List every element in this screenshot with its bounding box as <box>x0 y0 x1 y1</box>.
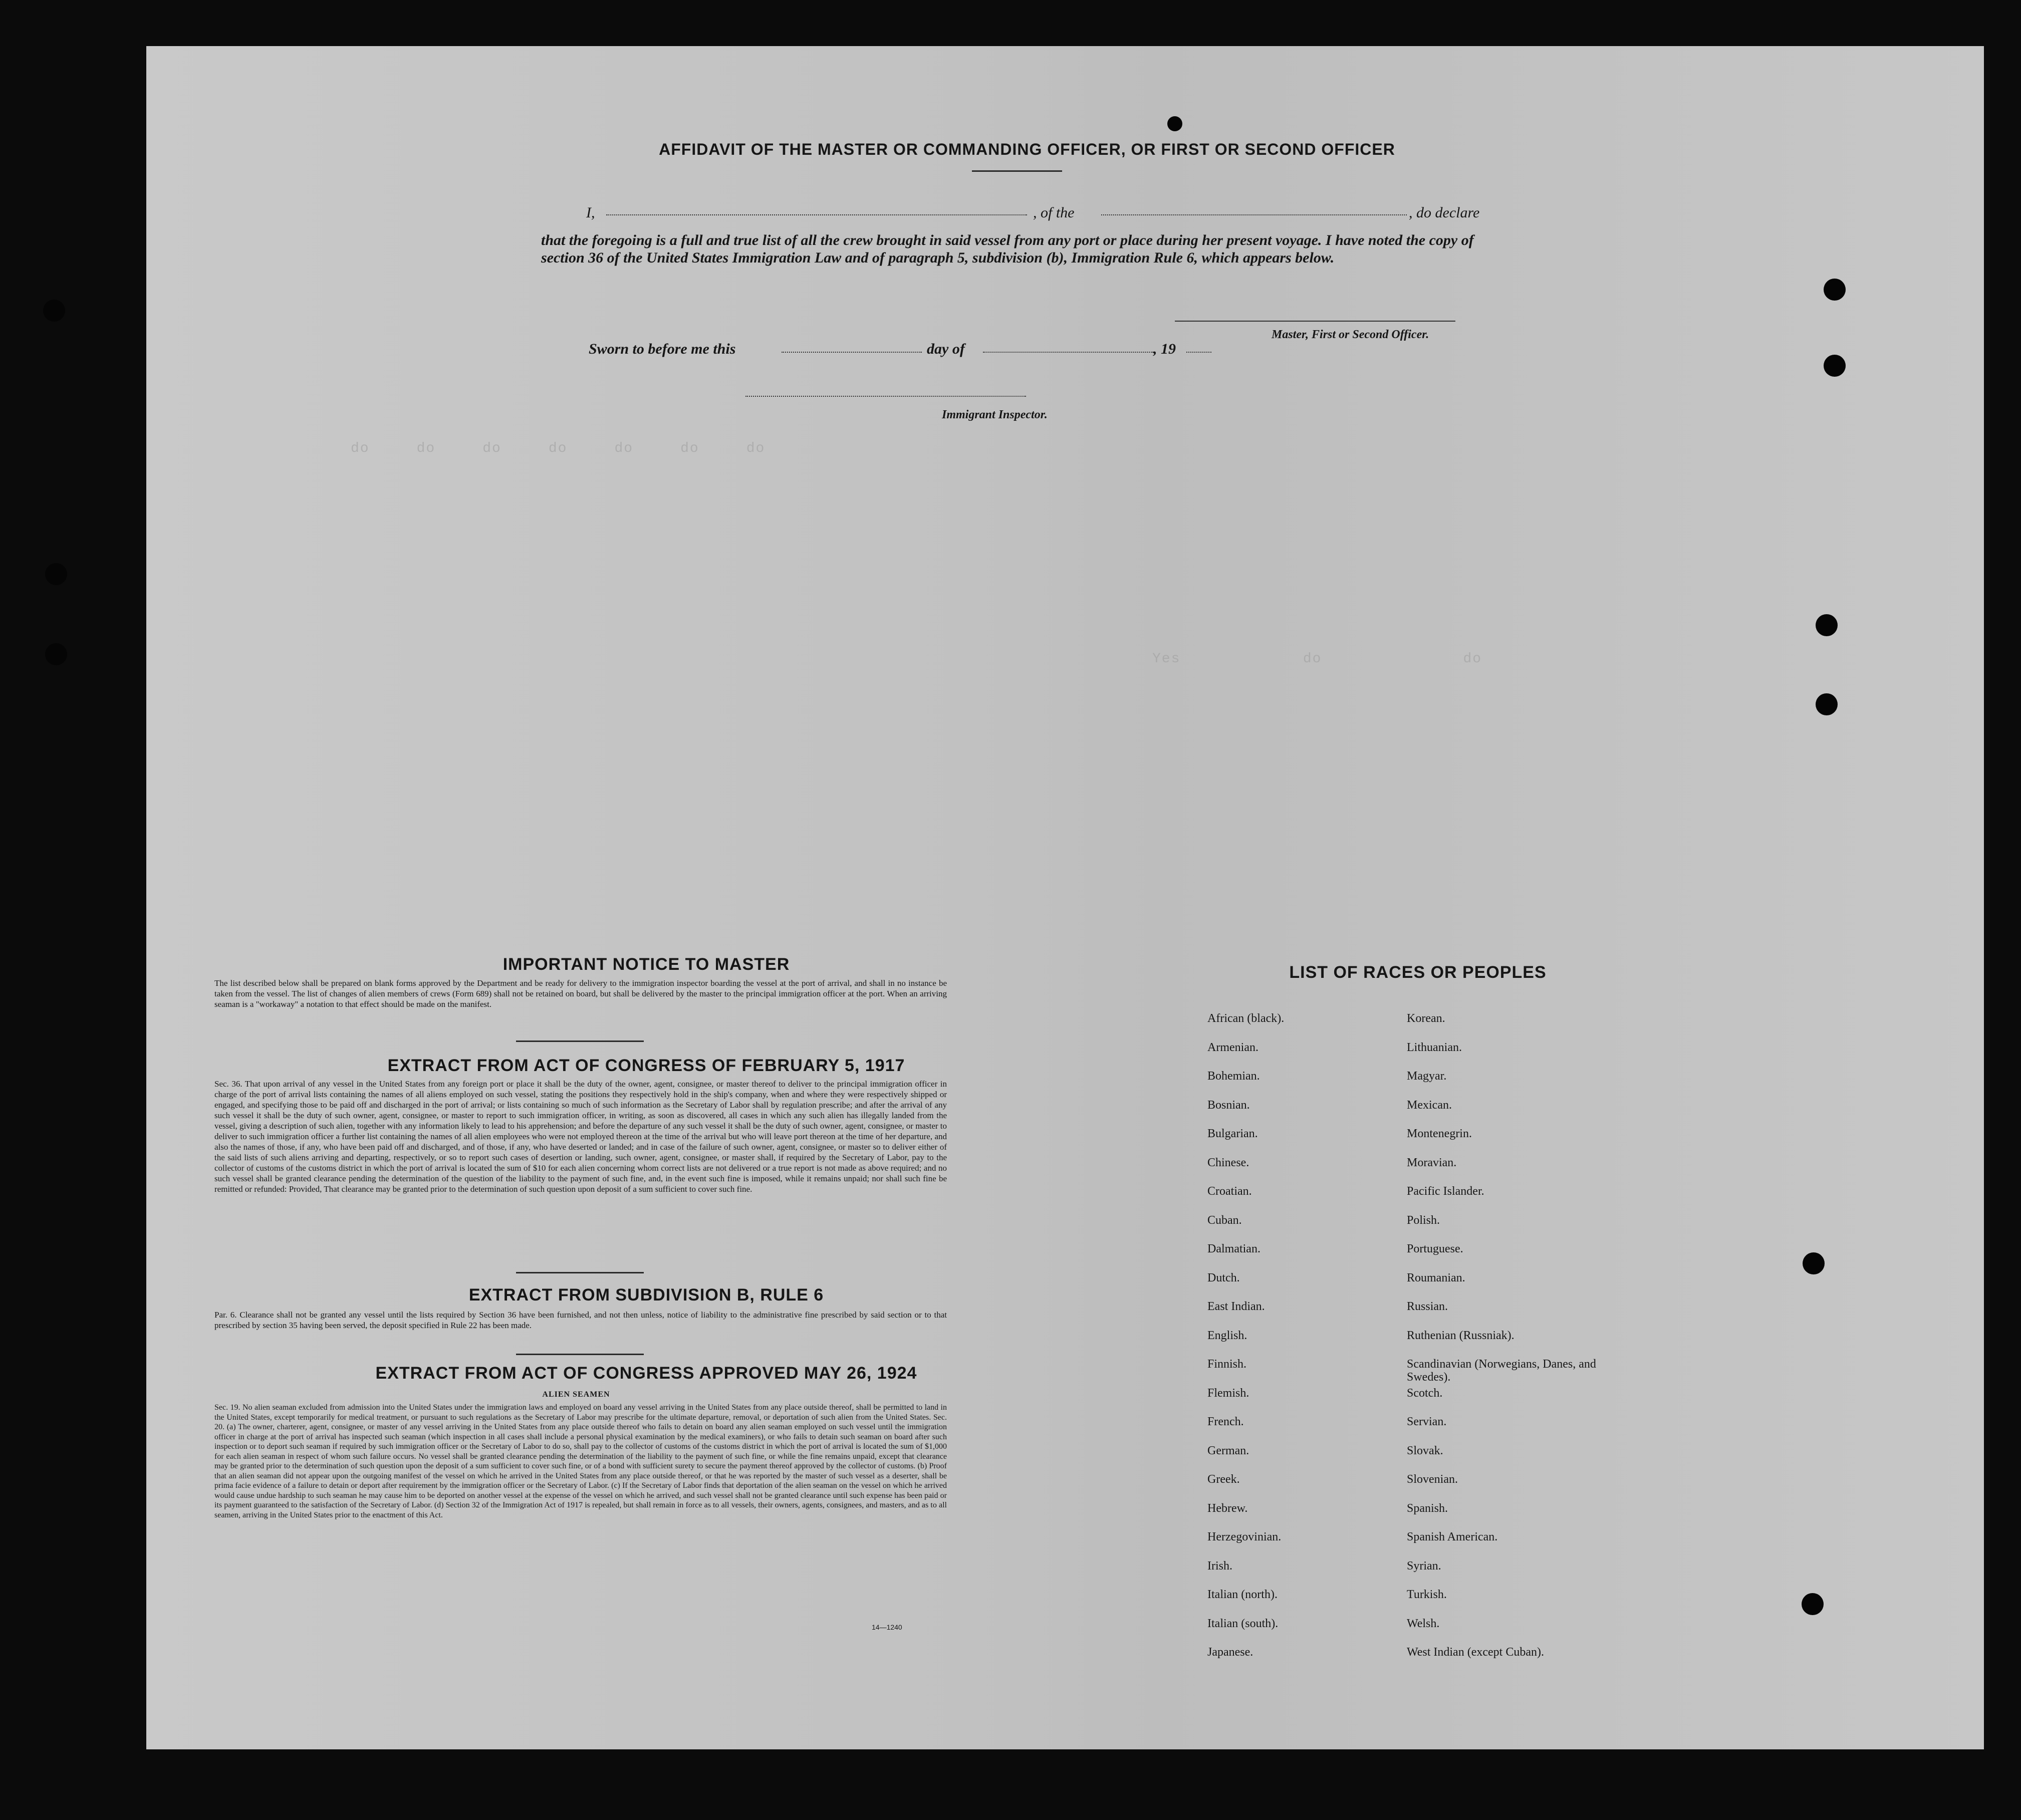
sworn-day-label: day of <box>927 341 965 357</box>
vessel-name-field[interactable] <box>1101 214 1407 215</box>
race-item: Scandinavian (Norwegians, Danes, and Swedes). <box>1407 1358 1596 1384</box>
punch-hole <box>1167 116 1182 131</box>
race-item: Irish. <box>1207 1559 1232 1573</box>
punch-hole <box>1816 614 1838 636</box>
punch-hole <box>1803 1252 1825 1274</box>
race-item: Spanish. <box>1407 1501 1448 1515</box>
race-item: Moravian. <box>1407 1156 1457 1169</box>
race-item: Pacific Islander. <box>1407 1185 1484 1198</box>
race-item: Italian (north). <box>1207 1588 1278 1601</box>
declaration-of-the-label: , of the <box>1033 204 1075 221</box>
race-item: Mexican. <box>1407 1098 1452 1112</box>
form-number: 14—1240 <box>872 1623 902 1631</box>
sworn-prefix: Sworn to before me this <box>589 341 736 357</box>
race-item: Ruthenian (Russniak). <box>1407 1329 1514 1342</box>
race-item: East Indian. <box>1207 1300 1265 1313</box>
race-item: Croatian. <box>1207 1185 1252 1198</box>
affidavit-title: AFFIDAVIT OF THE MASTER OR COMMANDING OFFICER, OR FIRST OR SECOND OFFICER <box>659 140 1395 158</box>
race-item: German. <box>1207 1444 1249 1457</box>
declarant-name-field[interactable] <box>606 214 1027 215</box>
race-item: Scotch. <box>1407 1386 1443 1400</box>
punch-hole <box>1802 1593 1824 1615</box>
race-item: Lithuanian. <box>1407 1041 1462 1054</box>
race-item: Bosnian. <box>1207 1098 1250 1112</box>
notice-body: The list described below shall be prepared on blank forms approved by the Department and be ready for delivery to the immigration inspector boarding the vessel at the port of arrival, and shall in no instance be taken from the vessel. The list of changes of alien members of crews (Form 689) shall not be retained on board, but shall be delivered by the master to the principal immigration officer at the port. When an arriving seaman is a "workaway" a notation to that effect should be made on the manifest. <box>214 978 947 1009</box>
race-item: Magyar. <box>1407 1070 1447 1083</box>
race-item: Russian. <box>1407 1300 1448 1313</box>
race-item: Slovenian. <box>1407 1473 1458 1486</box>
extract-rule6-rule <box>516 1354 644 1355</box>
races-title: LIST OF RACES OR PEOPLES <box>1289 963 1547 982</box>
punch-hole <box>1824 355 1846 377</box>
notice-title: IMPORTANT NOTICE TO MASTER <box>502 955 790 974</box>
declaration-declare-label: , do declare <box>1409 204 1480 221</box>
extract-1917-body: Sec. 36. That upon arrival of any vessel in the United States from any foreign port or place it shall be the duty of the owner, agent, consignee, or master thereof to deliver to the principal immigration officer in charge of the port of arrival lists containing the names of all aliens employed on such vessel, stating the positions they respectively hold in the ship's company, when and where they were respectively shipped or engaged, and specifying those to be paid off and discharged in the port of arrival; or lists containing so much of such information as the Secretary of Labor shall by regulation prescribe; and after the arrival of any such vessel it shall be the duty of such owner, agent, consignee, or master to report to such immigration officer, in writing, as soon as discovered, all cases in which any such alien has illegally landed from the vessel, giving a description of such alien, together with any information likely to lead to his apprehension; and before the departure of any such vessel it shall be the duty of such owner, agent, consignee, or master to deliver to such immigration officer a further list containing the names of all alien employees who were not employed thereon at the time of the arrival but who will leave port thereon at the time of her departure, and also the names of those, if any, who have been paid off and discharged, and of those, if any, who have deserted or landed; and in case of the failure of such owner, agent, consignee, or master so to deliver either of the said lists of such aliens arriving and departing, respectively, or so to report such cases of desertion or landing, such owner, agent, consignee, or master shall, if required by the Secretary of Labor, pay to the collector of customs of the customs district in which the port of arrival is located the sum of $10 for each alien concerning whom correct lists are not delivered or a true report is not made as above required; and no such vessel shall be granted clearance pending the determination of the question of the liability to the payment of such fine, and, in the event such fine is imposed, while it remains unpaid; nor shall such fine be remitted or refunded: Provided, That clearance may be granted prior to the determination of such question upon deposit of a sum sufficient to cover such fine. <box>214 1079 947 1194</box>
race-item: Armenian. <box>1207 1041 1258 1054</box>
race-item: African (black). <box>1207 1012 1285 1025</box>
races-left-column <box>1207 1012 1398 1675</box>
race-item: French. <box>1207 1415 1244 1428</box>
race-item: Flemish. <box>1207 1386 1249 1400</box>
notice-rule <box>516 1041 644 1042</box>
punch-hole <box>45 643 67 665</box>
race-item: Greek. <box>1207 1473 1240 1486</box>
race-item: Syrian. <box>1407 1559 1441 1573</box>
race-item: Hebrew. <box>1207 1501 1248 1515</box>
race-item: Dutch. <box>1207 1271 1240 1284</box>
bleed-through-text: Yes do do <box>1152 651 1482 667</box>
race-item: Italian (south). <box>1207 1617 1279 1630</box>
race-item: Portuguese. <box>1407 1242 1463 1255</box>
punch-hole <box>1824 279 1846 301</box>
race-item: Turkish. <box>1407 1588 1447 1601</box>
sworn-day-field[interactable] <box>782 352 922 353</box>
punch-hole <box>43 300 65 322</box>
race-item: Welsh. <box>1407 1617 1440 1630</box>
bleed-through-text: do do do do do do do <box>351 441 766 456</box>
inspector-signature-field[interactable] <box>745 396 1026 397</box>
extract-rule6-body: Par. 6. Clearance shall not be granted any vessel until the lists required by Section 36 have been furnished, and not then unless, notice of liability to the administrative fine prescribed by said section or to that prescribed by section 35 having been served, the deposit specified in Rule 22 has been made. <box>214 1310 947 1330</box>
race-item: Bulgarian. <box>1207 1127 1258 1140</box>
extract-1917-title: EXTRACT FROM ACT OF CONGRESS OF FEBRUARY 5, 1917 <box>387 1056 905 1075</box>
race-item: West Indian (except Cuban). <box>1407 1646 1544 1659</box>
race-item: Dalmatian. <box>1207 1242 1260 1255</box>
race-item: Cuban. <box>1207 1213 1242 1227</box>
race-item: Finnish. <box>1207 1358 1247 1371</box>
master-signature-label: Master, First or Second Officer. <box>1272 328 1429 341</box>
race-item: Slovak. <box>1407 1444 1443 1457</box>
race-item: Herzegovinian. <box>1207 1530 1282 1543</box>
extract-1924-subtitle: ALIEN SEAMEN <box>542 1390 610 1399</box>
affidavit-body: that the foregoing is a full and true list of all the crew brought in said vessel from any port or place during her present voyage. I have noted the copy of section 36 of the United States Immigration Law and of paragraph 5, subdivision (b), Immigration Rule 6, which appears below. <box>541 232 1474 266</box>
extract-1924-body: Sec. 19. No alien seaman excluded from admission into the United States under the immigration laws and employed on board any vessel arriving in the United States from any place outside thereof, shall be permitted to land in the United States, except temporarily for medical treatment, or pursuant to such regulations as the Secretary of Labor may prescribe for the ultimate departure, removal, or deportation of such alien from the United States. Sec. 20. (a) The owner, charterer, agent, consignee, or master of any vessel arriving in the United States from any place outside thereof who fails to detain on board any alien seaman employed on such vessel until the immigration officer in charge at the port of arrival has inspected such seaman (which inspection in all cases shall include a personal physical examination by the medical examiners), or who fails to detain such seaman on board after such inspection or to deport such seaman if required by such immigration officer or the Secretary of Labor to do so, shall pay to the collector of customs of the customs district in which the port of arrival is located the sum of $1,000 for each alien seaman in respect of whom such failure occurs. No vessel shall be granted clearance pending the determination of the liability to the payment of such fine, or while the fine remains unpaid, except that clearance may be granted prior to the determination of such question upon the deposit of a sum sufficient to cover such fine, or of a bond with sufficient surety to secure the payment thereof approved by the collector of customs. (b) Proof that an alien seaman did not appear upon the outgoing manifest of the vessel on which he arrived in the United States from any place outside thereof, or that he was reported by the master of such vessel as a deserter, shall be prima facie evidence of a failure to detain or deport after requirement by the immigration officer or the Secretary of Labor. (c) If the Secretary of Labor finds that deportation of the alien seaman on the vessel on which he arrived would cause undue hardship to such seaman he may cause him to be deported on another vessel at the expense of the vessel on which he arrived, and such vessel shall not be granted clearance until such expense has been paid or its payment guaranteed to the satisfaction of the Secretary of Labor. (d) Section 32 of the Immigration Act of 1917 is repealed, but shall remain in force as to all vessels, their owners, agents, consignees, and masters, and as to all seamen, arriving in the United States prior to the enactment of this Act. <box>214 1403 947 1519</box>
declaration-i-label: I, <box>586 204 595 221</box>
punch-hole <box>45 563 67 585</box>
race-item: Chinese. <box>1207 1156 1249 1169</box>
race-item: Roumanian. <box>1407 1271 1465 1284</box>
master-signature-field[interactable] <box>1175 321 1455 322</box>
race-item: Bohemian. <box>1207 1070 1260 1083</box>
race-item: Servian. <box>1407 1415 1447 1428</box>
race-item: Japanese. <box>1207 1646 1253 1659</box>
extract-rule6-title: EXTRACT FROM SUBDIVISION B, RULE 6 <box>468 1285 824 1305</box>
extract-1917-rule <box>516 1272 644 1273</box>
sworn-year-label: , 19 <box>1153 341 1176 357</box>
extract-1924-title: EXTRACT FROM ACT OF CONGRESS APPROVED MAY 26, 1924 <box>375 1364 917 1383</box>
race-item: Montenegrin. <box>1407 1127 1472 1140</box>
race-item: Spanish American. <box>1407 1530 1498 1543</box>
races-right-column <box>1407 1012 1607 1675</box>
affidavit-rule <box>972 170 1062 172</box>
sworn-year-field[interactable] <box>1186 352 1211 353</box>
race-item: English. <box>1207 1329 1247 1342</box>
punch-hole <box>1816 693 1838 715</box>
sworn-month-field[interactable] <box>983 352 1153 353</box>
race-item: Korean. <box>1407 1012 1445 1025</box>
race-item: Polish. <box>1407 1213 1440 1227</box>
inspector-label: Immigrant Inspector. <box>942 408 1048 421</box>
